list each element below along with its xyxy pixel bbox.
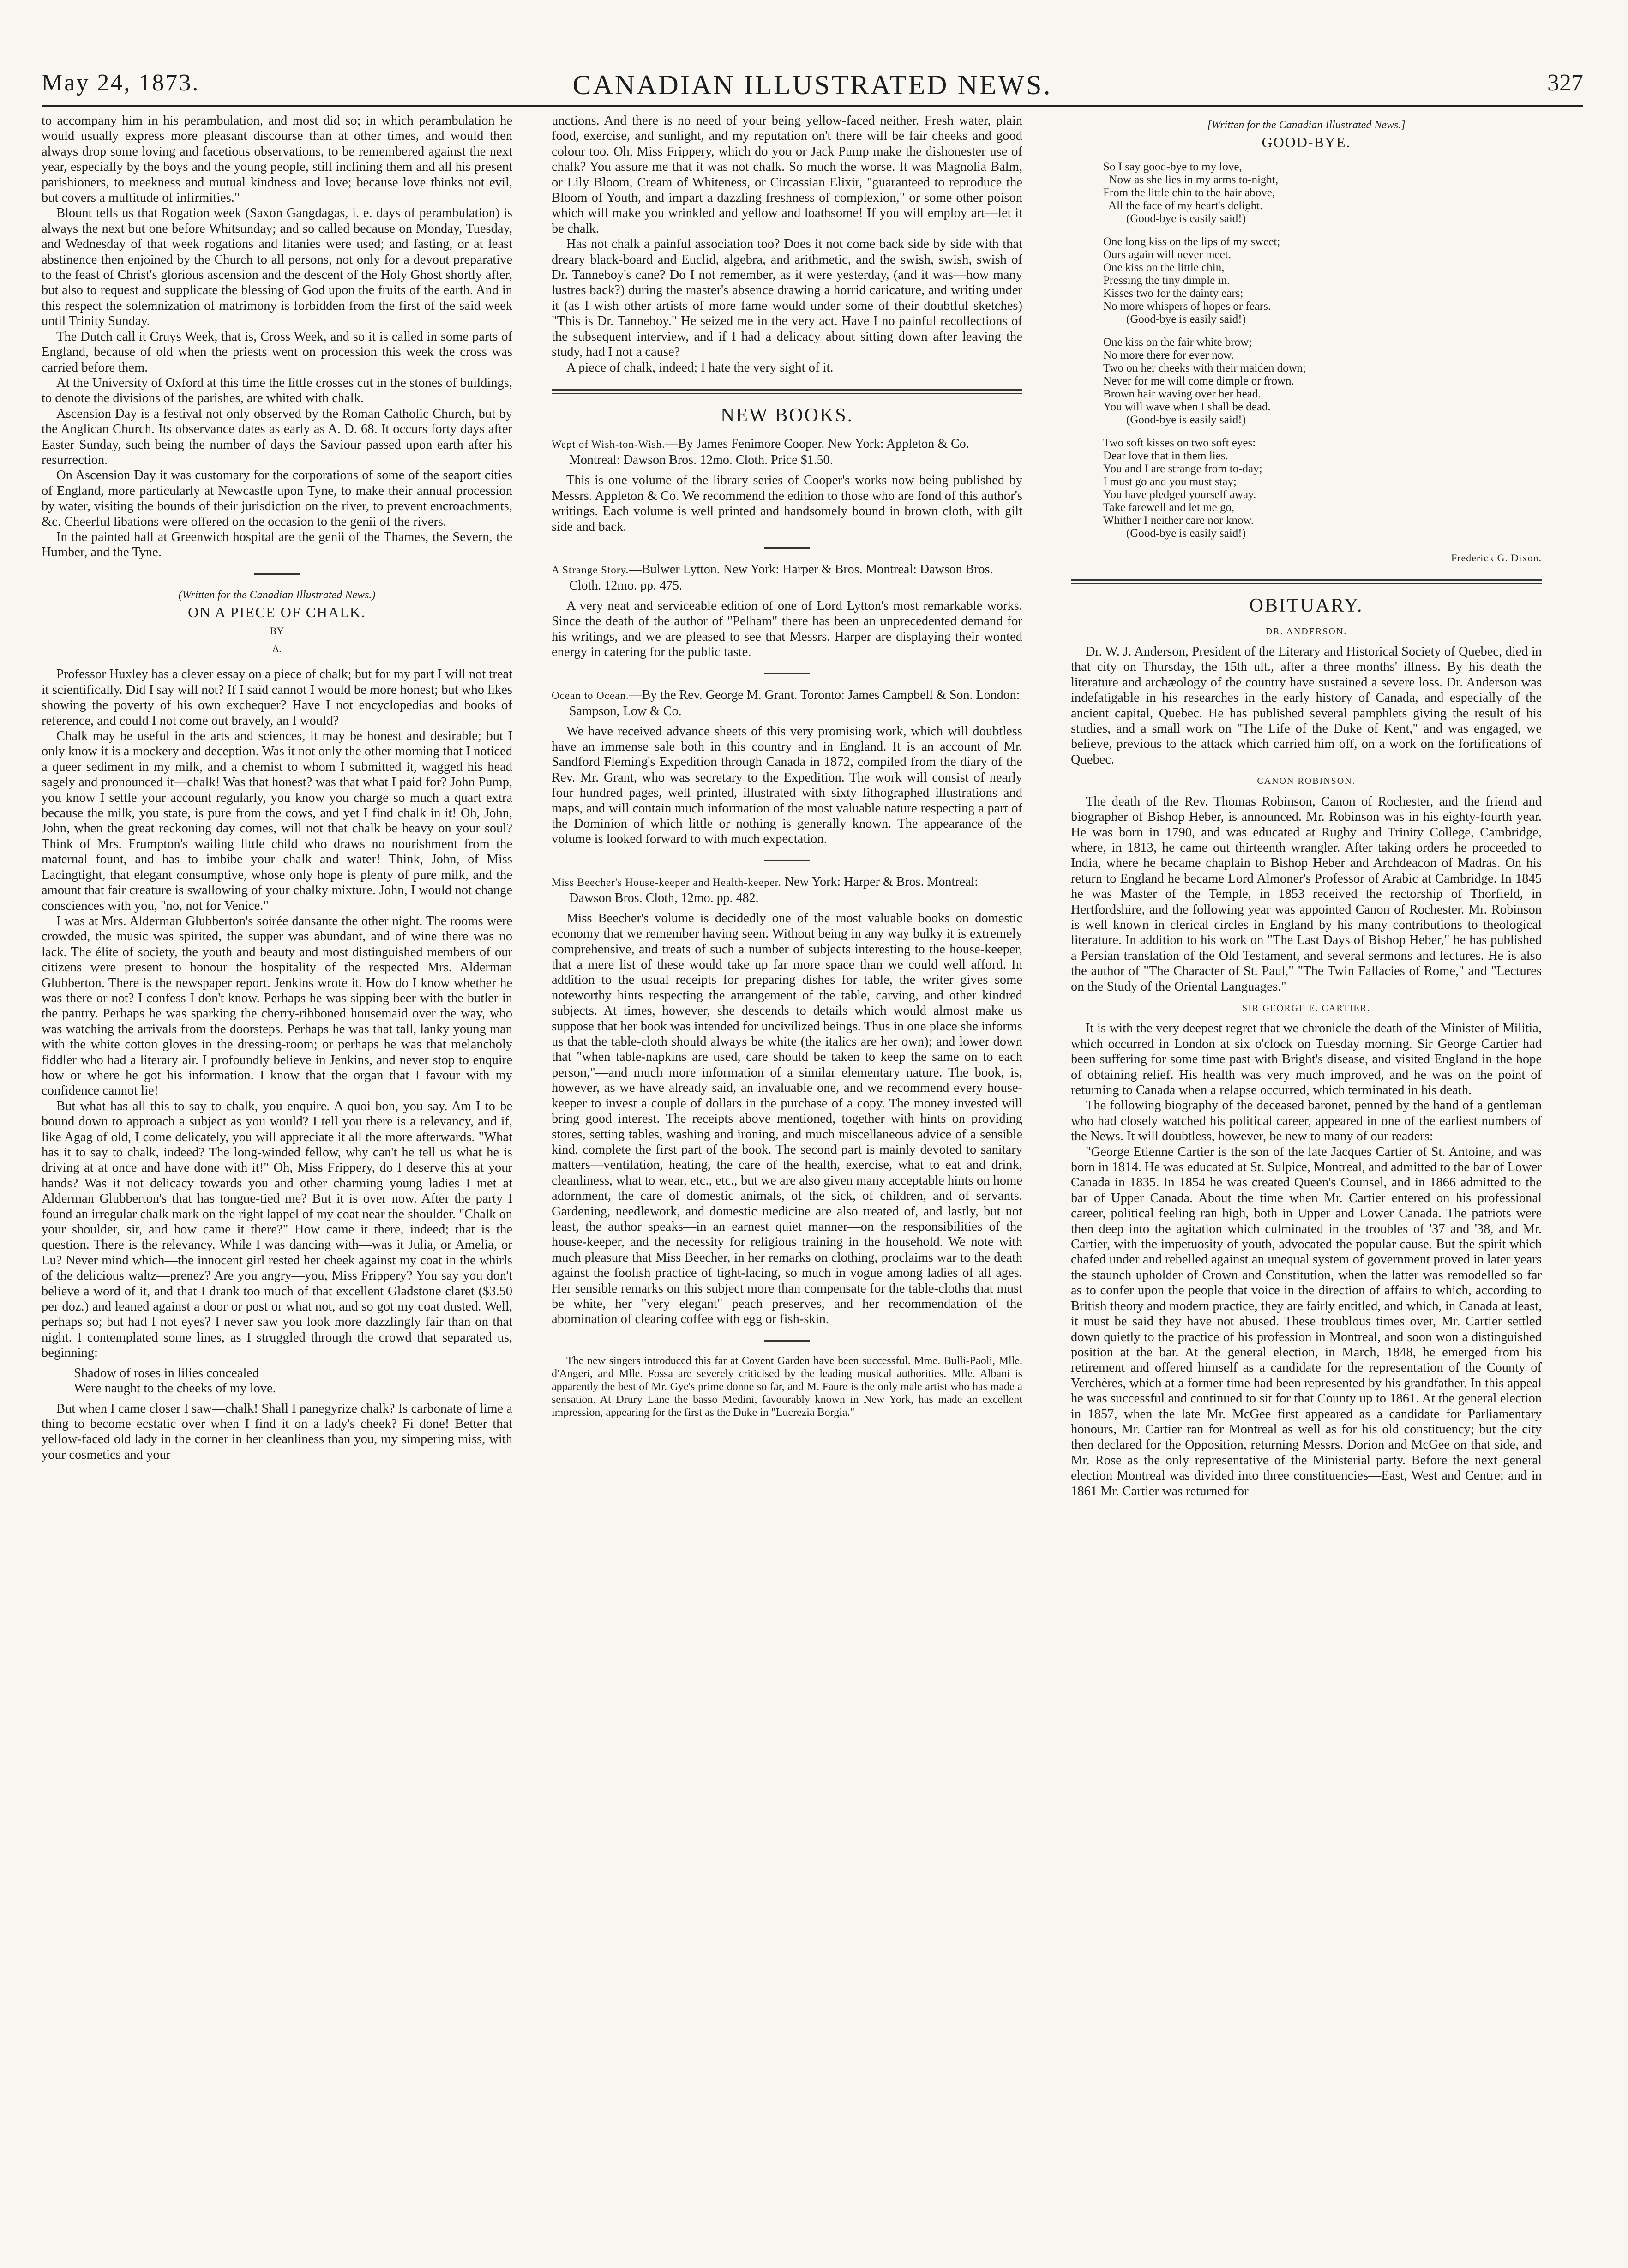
paragraph: A piece of chalk, indeed; I hate the very sight of it. xyxy=(566,360,834,375)
book-title: Ocean to Ocean. xyxy=(552,689,629,701)
poem-line: You will wave when I shall be dead. xyxy=(1103,400,1271,413)
section-rule xyxy=(764,673,810,674)
column-1 xyxy=(42,113,512,1462)
section-rule xyxy=(764,860,810,861)
paragraph: Professor Huxley has a clever essay on a piece of chalk; but for my part I will not treat it scientifically. Did I say will not? If I said cannot I would be more honest; but who likes showing the poverty of his own exchequer? Have I not encyclopedias and books of reference, and could I not come out bravely, an I would? xyxy=(42,667,512,728)
section-rule xyxy=(254,573,300,575)
paragraph: The following biography of the deceased baronet, penned by the hand of a gentleman who had closely watched his political career, appeared in one of the earliest numbers of the News. It will doubtless, however, be new to many of our readers: xyxy=(1071,1098,1542,1144)
poem-line: (Good-bye is easily said!) xyxy=(1103,413,1246,426)
paragraph: I was at Mrs. Alderman Glubberton's soirée dansante the other night. The rooms were crowded, the music was spirited, the supper was abundant, and of wine there was no lack. The élite of society, the youth and beauty and most distinguished members of our citizens were present to honour the hospitality of the respected Mrs. Alderman Glubberton. There is the newspaper report. Jenkins wrote it. How do I know whether he was there or not? I confess I don't know. Perhaps he was sipping beer with the butler in the pantry. Perhaps he was sparking the cherry-ribboned housemaid over the way, who was watching the arrivals from the doorsteps. Perhaps he was that tall, lanky young man with the white cotton gloves in the dressing-room; or perhaps he was that melancholy fiddler who had a literary air. I profoundly believe in Jenkins, and never stop to enquire how or where he got his information. I know that the organ that I favour with my confidence cannot lie! xyxy=(42,914,512,1098)
paragraph: The Dutch call it Cruys Week, that is, Cross Week, and so it is called in some parts of England, because of old when the priests went on procession this week the cross was carried before them. xyxy=(42,329,512,375)
section-heading-obituary: OBITUARY. xyxy=(1249,595,1364,617)
book-title: A Strange Story. xyxy=(552,564,629,576)
paragraph: But when I came closer I saw—chalk! Shall I panegyrize chalk? Is carbonate of lime a thing to become ecstatic over when I find it on a lady's cheek? Fi done! Better that yellow-faced old lady in the corner in her cleanliness than you, my simpering miss, with your cosmetics and your xyxy=(42,1401,512,1462)
masthead xyxy=(42,69,1583,104)
poem-line: Kisses two for the dainty ears; xyxy=(1103,287,1244,300)
book-entry-heading xyxy=(552,874,1022,906)
paragraph: Has not chalk a painful association too? Does it not come back side by side with that dreary black-board and Euclid, algebra, and arithmetic, and the swish, swish, swish of Dr. Tanneboy's cane? Do I not remember, as it were yesterday, (and it was—how many lustres back?) during the master's absence drawing a horrid caricature, and writing under it (as I wish other artists of more fame would under some of their doubtful sketches) "This is Dr. Tanneboy." He seized me in the very act. Have I no painful recollections of the subsequent interview, and if I had a delicacy about sitting down after leaving the study, had I not a cause? xyxy=(552,237,1022,360)
section-double-rule xyxy=(1071,579,1542,584)
poem-stanza xyxy=(1103,336,1542,427)
paragraph: The death of the Rev. Thomas Robinson, Canon of Rochester, and the friend and biographer of Bishop Heber, is announced. Mr. Robinson was in his eighty-fourth year. He was born in 1790, and was educated at Rugby and Trinity College, Cambridge, where, in 1813, he came out thirteenth wrangler. After taking orders he proceeded to India, where he became chaplain to Bishop Heber and Archdeacon of Madras. On his return to England he became Lord Almoner's Professor of Arabic at Cambridge. In 1845 he was Master of the Temple, in 1853 received the rectorship of Thorfield, in Hertfordshire, and the following year was appointed Canon of Rochester. Mr. Robinson is well known in clerical circles in England by his many contributions to theological literature. In addition to his work on "The Last Days of Bishop Heber," he has published a Persian translation of the Old Testament, and several sermons and lectures. He is also the author of "The Character of St. Paul," "The Twin Fallacies of Rome," and "Lectures on the Study of the Oriental Languages." xyxy=(1071,794,1542,994)
book-entry-heading xyxy=(552,436,1022,468)
paragraph: A very neat and serviceable edition of one of Lord Lytton's most remarkable works. Since the death of the author of "Pelham" there has been an unprecedented demand for his writings, and we are pleased to see that Messrs. Harper are displaying their wonted energy in catering for the public taste. xyxy=(552,598,1022,660)
masthead-date: May 24, 1873. xyxy=(42,70,200,96)
paragraph: It is with the very deepest regret that we chronicle the death of the Minister of Militia, which occurred in London at six o'clock on Tuesday morning. Sir George Cartier had been suffering for some time past with Bright's disease, and visited England in the hope of obtaining relief. His health was very much improved, and he was on the point of returning to Canada when a relapse occurred, which terminated in his death. xyxy=(1071,1021,1542,1097)
paragraph: We have received advance sheets of this very promising work, which will doubtless have an immense sale both in this country and in England. It is an account of Mr. Sandford Fleming's Expedition through Canada in 1872, compiled from the diary of the Rev. Mr. Grant, who was secretary to the Expedition. The work will consist of nearly four hundred pages, well printed, illustrated with sixty lithographed illustrations and maps, and will contain much information of the most valuable nature respecting a part of the Dominion of which little or nothing is generally known. The appearance of the volume is looked forward to with much expectation. xyxy=(552,724,1022,847)
paragraph: unctions. And there is no need of your being yellow-faced neither. Fresh water, plain food, exercise, and sunlight, and my reputation on't there will be fair cheeks and good colour too. Oh, Miss Frippery, which do you or Jack Pump make the dishonester use of chalk? You assure me that it was not chalk. So much the worse. It was Magnolia Balm, or Lily Bloom, Cream of Whiteness, or Circassian Elixir, "guaranteed to reproduce the Bloom of Youth, and impart a dazzling freshness of complexion," or some other poison which will make you wrinkled and yellow and loathsome! If you will employ art—let it be chalk. xyxy=(552,114,1022,236)
byline-author: Δ. xyxy=(272,643,282,655)
section-rule xyxy=(764,547,810,549)
poem-line: All the face of my heart's delight. xyxy=(1103,199,1263,212)
section-rule xyxy=(764,1340,810,1342)
column-2 xyxy=(552,113,1022,1419)
masthead-title: CANADIAN ILLUSTRATED NEWS. xyxy=(572,70,1052,100)
paragraph: Miss Beecher's volume is decidedly one of the most valuable books on domestic economy that we remember having seen. Without being in any way bulky it is extremely comprehensive, and treats of such a number of subjects interesting to the house-keeper, that a mere list of these would take up far more space than we could well afford. In addition to the usual receipts for preparing dishes for table, the writer gives some noteworthy hints respecting the arrangement of the table, carving, and other kindred subjects. At times, however, she descends to details which would almost make us suppose that her book was intended for uncivilized beings. Thus in one place she informs us that the table-cloth should always be white (the italics are her own); and lower down that "when table-napkins are used, care should be taken to keep the same on to each person,"—and much more information of a similar elementary nature. The book, is, however, as we have already said, an invaluable one, and we recommend every house-keeper to invest a couple of dollars in the purchase of a copy. The money invested will bring good interest. The receipts above mentioned, together with hints on providing stores, setting tables, washing and ironing, and much miscellaneous advice of a sensible kind, complete the first part of the book. The second part is mainly devoted to sanitary matters—ventilation, heating, the care of the health, exercise, what to eat and drink, cleanliness, what to wear, etc., etc., but we are also given many acceptable hints on home adornment, the care of domestic animals, of the sick, of children, and of servants. Gardening, needlework, and domestic medicine are also treated of, and lastly, but not least, the author speaks—in an earnest quiet manner—on the responsibilities of the house-keeper, and the necessity for religious training in the household. We note with much pleasure that Miss Beecher, in her remarks on clothing, proclaims war to the death against the foolish practice of tight-lacing, so much in vogue among ladies of all ages. Her sensible remarks on this subject more than compensate for the table-cloths that must be white, her "very elegant" peach preserves, and her recommendation of the abomination of clearing coffee with egg or fish-skin. xyxy=(552,911,1022,1327)
paragraph: This is one volume of the library series of Cooper's works now being published by Messrs. Appleton & Co. We recommend the edition to those who are fond of this author's writings. Each volume is well printed and handsomely bound in brown cloth, with gilt side and back. xyxy=(552,473,1022,534)
paragraph: Ascension Day is a festival not only observed by the Roman Catholic Church, but by the Anglican Church. Its observance dates as early as A. D. 68. It occurs forty days after Easter Sunday, such being the number of days the Saviour passed upon earth after his resurrection. xyxy=(42,406,512,467)
poem-line: Now as she lies in my arms to-night, xyxy=(1103,173,1279,186)
poem-line: One long kiss on the lips of my sweet; xyxy=(1103,235,1280,248)
poem-line: You and I are strange from to-day; xyxy=(1103,462,1262,475)
book-details: New York: Harper & Bros. Montreal: Dawson Bros. Cloth, 12mo. pp. 482. xyxy=(569,874,978,905)
obituary-subheading: CANON ROBINSON. xyxy=(1257,776,1356,787)
obituary-subheading: SIR GEORGE E. CARTIER. xyxy=(1242,1003,1370,1013)
poem-line: No more there for ever now. xyxy=(1103,349,1234,361)
article-credit: (Written for the Canadian Illustrated News.) xyxy=(178,589,376,601)
paragraph: But what has all this to say to chalk, you enquire. A quoi bon, you say. Am I to be bound down to approach a subject as you would? I tell you there is a relevancy, and if, like Agag of old, I come delicately, you will appreciate it all the more afterwards. "What has it to say to chalk, indeed? The long-winded fellow, why can't he tell us what he is driving at at once and have done with it!" Oh, Miss Frippery, do I deserve this at your hands? Was it not delicacy towards you and other charming young ladies I met at Alderman Glubberton's that has tongue-tied me? But it is over now. After the party I found an irregular chalk mark on the right lappel of my coat near the shoulder. "Chalk on your shoulder, sir, and how came it there?" How came it there, indeed; that is the question. There is the relevancy. While I was dancing with—was it Julia, or Amelia, or Lu? Never mind which—the innocent girl rested her cheek against my coat in the whirls of the delicious waltz—prenez? Are you angry—you, Miss Frippery? You say you don't believe a word of it, and that I drank too much of that excellent Gladstone claret ($3.50 per doz.) and leaned against a door or post or what not, and so got my coat dusted. Well, perhaps so; but had I not eyes? I never saw you look more dazzlingly fair than on that night. I contemplated some lines, as I struggled through the crowd that separated us, beginning: xyxy=(42,1099,512,1360)
book-details: —Bulwer Lytton. New York: Harper & Bros. Montreal: Dawson Bros. Cloth. 12mo. pp. 475. xyxy=(569,562,993,593)
paragraph: At the University of Oxford at this time the little crosses cut in the stones of buildings, to denote the divisions of the parishes, are whited with chalk. xyxy=(42,375,512,406)
poem-line: From the little chin to the hair above, xyxy=(1103,186,1275,199)
book-entry-heading xyxy=(552,562,1022,594)
column-3 xyxy=(1071,113,1542,1499)
poem-line: Whither I neither care nor know. xyxy=(1103,514,1254,527)
byline-label: BY xyxy=(270,625,284,637)
book-title: Miss Beecher's House-keeper and Health-keeper. xyxy=(552,876,781,888)
paragraph: to accompany him in his perambulation, and most did so; in which perambulation he would usually express more pleasant discourse than at other times, and would then always drop some loving and facetious observations, to be remembered against the next year, especially by the boys and the young people, still inclining them and all his present parishioners, to meekness and mutual kindness and love; because love thinks not evil, but covers a multitude of infirmities." xyxy=(42,114,512,205)
poem-line: Take farewell and let me go, xyxy=(1103,501,1235,514)
verse-line: Were naught to the cheeks of my love. xyxy=(74,1381,276,1396)
masthead-rule xyxy=(42,105,1583,107)
book-details: —By James Fenimore Cooper. New York: Appleton & Co. Montreal: Dawson Bros. 12mo. Cloth. Price $1.50. xyxy=(569,437,969,468)
poem-stanza xyxy=(1103,161,1542,225)
book-entry-heading xyxy=(552,687,1022,719)
poem-line: Pressing the tiny dimple in. xyxy=(1103,274,1230,287)
verse-line: Shadow of roses in lilies concealed xyxy=(74,1366,259,1380)
poem-line: Brown hair waving over her head. xyxy=(1103,387,1261,400)
poem-line: So I say good-bye to my love, xyxy=(1103,160,1242,173)
book-title: Wept of Wish-ton-Wish. xyxy=(552,439,665,451)
paragraph: In the painted hall at Greenwich hospital are the genii of the Thames, the Severn, the Humber, and the Tyne. xyxy=(42,529,512,560)
poem-line: Never for me will come dimple or frown. xyxy=(1103,374,1294,387)
poem-line: One kiss on the little chin, xyxy=(1103,261,1225,274)
poem-stanza xyxy=(1103,437,1542,540)
poem-signature: Frederick G. Dixon. xyxy=(1451,552,1542,564)
poem-credit: [Written for the Canadian Illustrated News.] xyxy=(1207,119,1406,131)
section-heading-new-books: NEW BOOKS. xyxy=(720,404,854,426)
poem-stanza xyxy=(1103,235,1542,326)
paragraph: Chalk may be useful in the arts and sciences, it may be honest and desirable; but I only know it is a mockery and deception. Was it not only the other morning that I noticed a queer sediment in my milk, and a chemist to whom I submitted it, wagged his head sagely and pronounced it—chalk! Was that honest? was that what I paid for? John Pump, you know I settle your account regularly, you know you charge so much a quart extra because the milk, you state, is pure from the cows, and yet I find chalk in it! Oh, John, John, when the great reckoning day comes, will not that chalk be heavy on your soul? Think of Mrs. Frumpton's wailing little child who draws no nourishment from the maternal fount, and has to imbibe your chalk and water! Think, John, of Miss Lacingtight, that elegant consumptive, whose only hope is plenty of pure milk, and the amount that fair creature is swallowing of your chalky mixture. John, I would not change consciences with you, "no, not for Venice." xyxy=(42,729,512,913)
poem-line: (Good-bye is easily said!) xyxy=(1103,527,1246,540)
page-number: 327 xyxy=(1547,70,1583,96)
verse-quote xyxy=(74,1366,512,1396)
poem-line: You have pledged yourself away. xyxy=(1103,488,1256,501)
paragraph: On Ascension Day it was customary for the corporations of some of the seaport cities of England, more particularly at Newcastle upon Tyne, to make their annual procession by water, visiting the bounds of their jurisdiction on the river, to prevent encroachments, &c. Cheerful libations were offered on the occasion to the genii of the rivers. xyxy=(42,468,512,529)
book-details: —By the Rev. George M. Grant. Toronto: James Campbell & Son. London: Sampson, Low & Co. xyxy=(569,687,1020,718)
poem-line: Dear love that in them lies. xyxy=(1103,449,1228,462)
poem-line: Two soft kisses on two soft eyes: xyxy=(1103,436,1256,449)
paragraph: Dr. W. J. Anderson, President of the Literary and Historical Society of Quebec, died in that city on Thursday, the 15th ult., after a three months' illness. By his death the literature and archæology of the country have sustained a severe loss. Dr. Anderson was indefatigable in his researches in the early history of Canada, and especially of the ancient capital, Quebec. He has published several pamphlets giving the result of his studies, and a small work on "The Life of the Duke of Kent," and was engaged, we believe, previous to the attack which carried him off, on a work on the fortifications of Quebec. xyxy=(1071,644,1542,767)
article-title: ON A PIECE OF CHALK. xyxy=(188,604,366,621)
poem-line: One kiss on the fair white brow; xyxy=(1103,336,1252,349)
poem-line: I must go and you must stay; xyxy=(1103,475,1237,488)
obituary-subheading: DR. ANDERSON. xyxy=(1265,626,1347,637)
news-note: The new singers introduced this far at Covent Garden have been successful. Mme. Bulli-Paoli, Mlle. d'Angeri, and Mlle. Fossa are severely criticised by the leading musical authorities. Mlle. Albani is apparently the best of Mr. Gye's prime donne so far, and M. Faure is the only male artist who has made a sensation. At Drury Lane the basso Medini, favourably known in New York, has made an excellent impression, appearing for the first as the Duke in "Lucrezia Borgia." xyxy=(552,1354,1022,1419)
paragraph: "George Etienne Cartier is the son of the late Jacques Cartier of St. Antoine, and was born in 1814. He was educated at St. Sulpice, Montreal, and admitted to the bar of Lower Canada in 1835. In 1854 he was created Queen's Counsel, and in 1866 admitted to the bar of Upper Canada. About the time when Mr. Cartier entered on his professional career, political feeling ran high, both in Upper and Lower Canada. The patriots were then deep into the agitation which culminated in the troubles of '37 and '38, and Mr. Cartier, with the impetuosity of youth, advocated the popular cause. But the spirit which chafed under and rebelled against an unequal system of government proved in later years the staunch upholder of Crown and Constitution, when the latter was remodelled so far as to confer upon the people that voice in the direction of affairs to which, according to British theory and modern practice, they are fairly entitled, and which, in Canada at least, it must be said they have not abused. These troublous times over, Mr. Cartier settled down quietly to the practice of his profession in Montreal, and soon won a distinguished position at the bar. At the general election, in March, 1848, he emerged from his retirement and offered himself as a candidate for the representation of the County of Verchères, which at a former time had been represented by his grandfather. In this appeal he was successful and continued to sit for that County up to 1861. At the general election in 1857, when the late Mr. McGee first appeared as a candidate for Parliamentary honours, Mr. Cartier ran for Montreal as well as for his old constituency; but the city then declared for the Opposition, returning Messrs. Dorion and McGee on that side, and Mr. Rose as the only representative of the Ministerial party. Before the next general election Montreal was divided into three constituencies—East, West and Centre; and in 1861 Mr. Cartier was returned for xyxy=(1071,1144,1542,1498)
poem-line: Two on her cheeks with their maiden down; xyxy=(1103,361,1306,374)
section-double-rule xyxy=(552,389,1022,394)
poem-line: No more whispers of hopes or fears. xyxy=(1103,300,1271,313)
paragraph: Blount tells us that Rogation week (Saxon Gangdagas, i. e. days of perambulation) is always the next but one before Whitsunday; and so called because on Monday, Tuesday, and Wednesday of that week rogations and litanies were used; and fasting, or at least abstinence then enjoined by the Church to all persons, not only for a devout preparative to the feast of Christ's glorious ascension and the descent of the Holy Ghost shortly after, but also to request and supplicate the blessing of God upon the fruits of the earth. And in this respect the solemnization of matrimony is forbidden from the first of the said week until Trinity Sunday. xyxy=(42,206,512,329)
poem-line: Ours again will never meet. xyxy=(1103,248,1231,261)
poem-line: (Good-bye is easily said!) xyxy=(1103,313,1246,325)
poem-title: GOOD-BYE. xyxy=(1262,134,1351,151)
poem-line: (Good-bye is easily said!) xyxy=(1103,212,1246,225)
